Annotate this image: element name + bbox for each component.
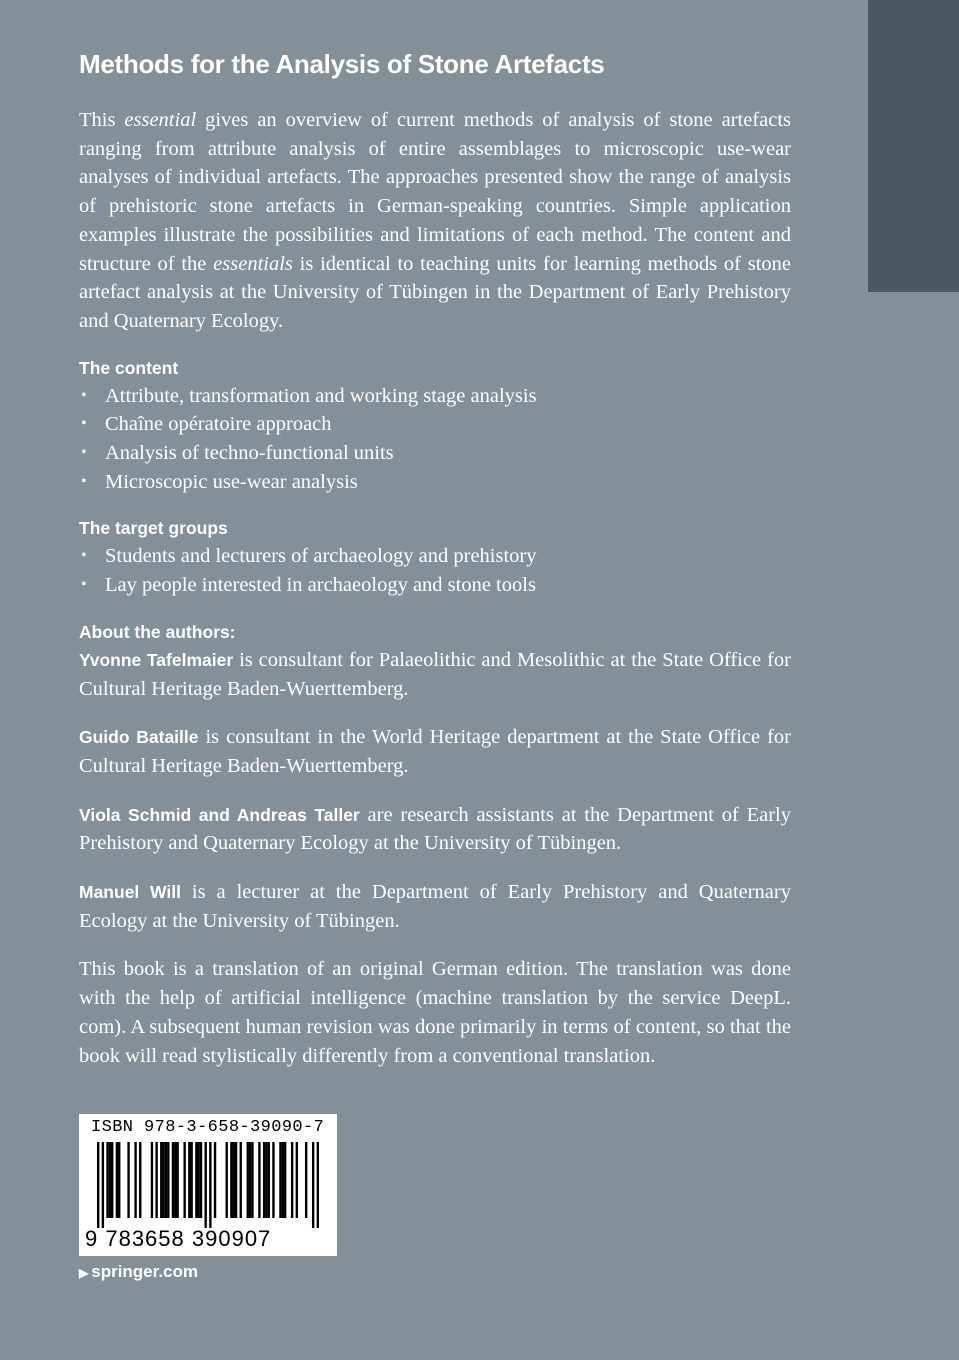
barcode-bar (214, 1142, 216, 1218)
barcode-bar (116, 1142, 118, 1218)
barcode-bar (282, 1142, 284, 1218)
target-groups-heading: The target groups (79, 518, 228, 539)
book-title: Methods for the Analysis of Stone Artefacts (79, 49, 605, 79)
barcode-bar (209, 1142, 211, 1228)
barcode-bar (195, 1142, 197, 1218)
barcode-bar (197, 1142, 199, 1218)
author-name: Manuel Will (79, 882, 181, 903)
barcode-bar (134, 1142, 136, 1218)
barcode-bar (305, 1142, 307, 1218)
barcode-bar (106, 1142, 108, 1218)
barcode-bar (258, 1142, 260, 1218)
target-groups-list-item: • Lay people interested in archaeology and stone tools (79, 571, 791, 600)
barcode-bar (240, 1142, 242, 1218)
content-list-item: • Microscopic use-wear analysis (79, 468, 791, 497)
barcode-bar (279, 1142, 281, 1218)
target-groups-section (79, 514, 791, 599)
barcode-bar (111, 1142, 113, 1218)
barcode-bar (151, 1142, 153, 1218)
barcode-bar (200, 1142, 202, 1218)
content-list-item: • Attribute, transformation and working stage analysis (79, 382, 791, 411)
springer-link-text: springer.com (91, 1262, 198, 1281)
intro-text-3: is identical to teaching units for learning methods of stone artefact analysis at the University of Tübingen in the Department of Early Prehistory and Quaternary Ecology. (79, 252, 792, 332)
barcode-bar (190, 1142, 192, 1218)
authors-section (79, 618, 791, 936)
content-list-item: • Chaîne opératoire approach (79, 410, 791, 439)
content-list-item: • Analysis of techno-functional units (79, 439, 791, 468)
author-entry (79, 801, 791, 858)
barcode-bar (265, 1142, 267, 1218)
barcode-bar (97, 1142, 99, 1228)
barcode-bar (272, 1142, 274, 1218)
target-groups-list-item: • Students and lecturers of archaeology and prehistory (79, 542, 791, 571)
author-description: is consultant in the World Heritage department at the State Office for Cultural Heritage Baden-Wuerttemberg. (79, 726, 792, 777)
barcode-bar (172, 1142, 174, 1218)
author-name: Yvonne Tafelmaier (79, 649, 234, 670)
author-entry (79, 723, 791, 780)
barcode-bar (312, 1142, 314, 1228)
barcode-bar (183, 1142, 185, 1218)
barcode-bar (263, 1142, 265, 1218)
barcode-bar (233, 1142, 235, 1218)
isbn-barcode (79, 1114, 337, 1256)
author-description: are research assistants at the Department of Early Prehistory and Quaternary Ecology at the University of Tübingen. (79, 803, 791, 855)
barcode-bar (235, 1142, 237, 1218)
cover-side-bar (868, 0, 959, 292)
barcode-bar (155, 1142, 157, 1218)
barcode-bar (160, 1142, 162, 1218)
content-section (79, 354, 791, 497)
barcode-bar (268, 1142, 270, 1218)
barcode-bar (230, 1142, 232, 1218)
translation-note: This book is a translation of an original German edition. The translation was done with the help of artificial intelligence (machine translation by the service DeepL. com). A subsequent human revision was done primarily in terms of content, so that the book will read stylistically differently from a conventional translation. (79, 958, 791, 1067)
target-groups-list (79, 542, 791, 599)
barcode-bar (247, 1142, 249, 1218)
barcode-bar (291, 1142, 293, 1218)
barcode-bar (118, 1142, 120, 1218)
intro-italic-2: essentials (213, 252, 293, 275)
barcode-bar (204, 1142, 206, 1228)
author-name: Viola Schmid and Andreas Taller (79, 804, 360, 825)
back-cover-content (79, 44, 791, 1070)
barcode-bar (317, 1142, 319, 1228)
barcode-bar (284, 1142, 286, 1218)
author-description: is consultant for Palaeolithic and Mesolithic at the State Office for Cultural Heritage Baden-Wuerttemberg. (79, 648, 791, 700)
author-name: Guido Bataille (79, 727, 199, 748)
barcode-bar (176, 1142, 178, 1218)
author-description: is a lecturer at the Department of Early Prehistory and Quaternary Ecology at the University of Tübingen. (79, 881, 791, 932)
barcode-bar (251, 1142, 253, 1218)
arrow-right-icon: ▶ (79, 1266, 89, 1280)
intro-italic-1: essential (124, 109, 197, 131)
isbn-label: ISBN 978-3-658-39090-7 (91, 1118, 325, 1137)
intro-text-1: This (79, 109, 125, 131)
barcode-bar (249, 1142, 251, 1218)
springer-link[interactable] (79, 1262, 198, 1282)
barcode-bar (174, 1142, 176, 1218)
barcode-bar (226, 1142, 228, 1218)
barcode-bar (296, 1142, 298, 1218)
content-list (79, 382, 791, 497)
barcode-bar (127, 1142, 129, 1218)
intro-paragraph (79, 106, 791, 336)
barcode-bar (167, 1142, 169, 1218)
intro-text-2: gives an overview of current methods of analysis of stone artefacts ranging from attribute analysis of entire assemblages to microscopic use-wear analyses of individual artefacts. The approaches presented show the range of analysis of prehistoric stone artefacts in German-speaking countries. Simple application examples illustrate the possibilities and limitations of each method. The content and structure of the (79, 109, 792, 275)
barcode-bar (165, 1142, 167, 1218)
authors-heading: About the authors: (79, 621, 236, 642)
barcode-bar (102, 1142, 104, 1228)
content-heading: The content (79, 357, 179, 378)
barcode-bar (162, 1142, 164, 1218)
ean-digits: 9 783658 390907 (85, 1226, 272, 1251)
barcode-bar (139, 1142, 141, 1218)
author-entry (79, 646, 791, 703)
barcode-bar (188, 1142, 190, 1218)
author-entry (79, 878, 791, 935)
barcode-bar (109, 1142, 111, 1218)
barcode-bars (97, 1142, 319, 1228)
